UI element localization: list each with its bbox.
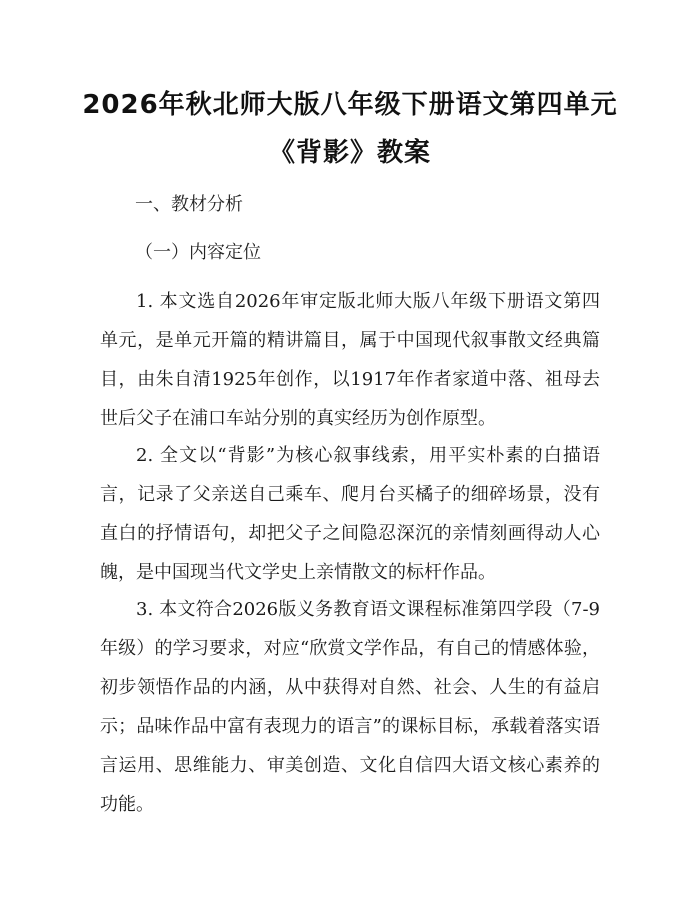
document-title-line1: 2026年秋北师大版八年级下册语文第四单元 xyxy=(82,90,618,120)
paragraph-3: 3. 本文符合2026版义务教育语文课程标准第四学段（7-9年级）的学习要求，对应“欣赏文学作品，有自己的情感体验，初步领悟作品的内涵，从中获得对自然、社会、人生的有益启示；品味作品中富有表现力的语言”的课标目标，承载着落实语言运用、思维能力、审美创造、文化自信四大语文核心素养的功能。 xyxy=(100,599,600,815)
document-title-line2: 《背影》教案 xyxy=(268,138,431,168)
section-heading-teaching-material-analysis: 一、教材分析 xyxy=(135,194,243,215)
subsection-heading-content-positioning: （一）内容定位 xyxy=(135,242,261,263)
paragraph-2: 2. 全文以“背影”为核心叙事线索，用平实朴素的白描语言，记录了父亲送自己乘车、爬月台买橘子的细碎场景，没有直白的抒情语句，却把父子之间隐忍深沉的亲情刻画得动人心魄，是中国现当代文学史上亲情散文的标杆作品。 xyxy=(100,445,600,583)
paragraph-1: 1. 本文选自2026年审定版北师大版八年级下册语文第四单元，是单元开篇的精讲篇目，属于中国现代叙事散文经典篇目，由朱自清1925年创作，以1917年作者家道中落、祖母去世后父子在浦口车站分别的真实经历为创作原型。 xyxy=(100,291,600,429)
